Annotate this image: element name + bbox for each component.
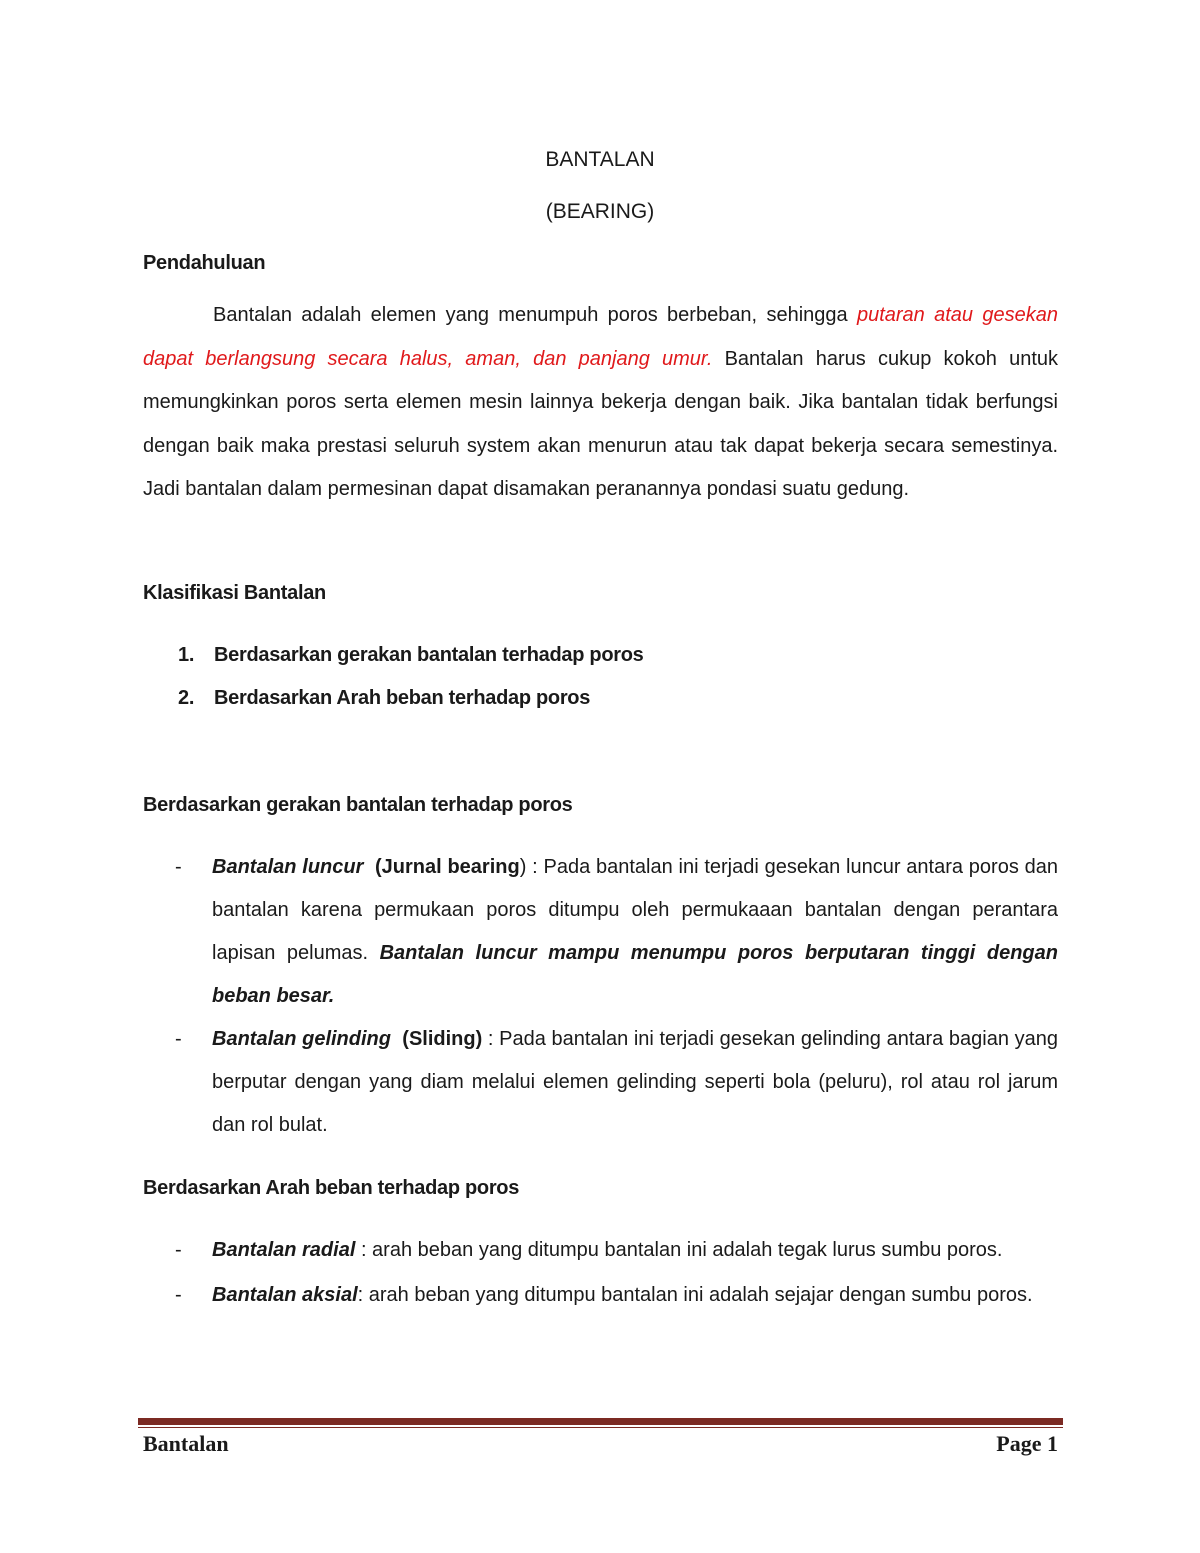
list-label: Berdasarkan gerakan bantalan terhadap poros xyxy=(214,644,644,666)
list-number: 1. xyxy=(178,644,195,666)
term-jurnal-bearing: (Jurnal bearing xyxy=(374,856,520,878)
desc-bantalan-aksial: : arah beban yang ditumpu bantalan ini adalah sejajar dengan sumbu poros. xyxy=(357,1284,1033,1306)
paragraph-pendahuluan xyxy=(143,294,1058,512)
heading-gerakan: Berdasarkan gerakan bantalan terhadap poros xyxy=(143,794,573,816)
document-subtitle: (BEARING) xyxy=(545,200,655,223)
desc-bantalan-luncur: : Pada bantalan ini terjadi gesekan luncur antara poros dan bantalan karena permukaan poros ditumpu oleh permukaaan bantalan dengan perantara lapisan pelumas. xyxy=(212,856,1058,964)
page-number: Page 1 xyxy=(996,1431,1058,1456)
bullet-bantalan-aksial xyxy=(175,1274,1058,1317)
bullet-bantalan-gelinding xyxy=(175,1018,1058,1147)
emphasis-bantalan-luncur: Bantalan luncur mampu menumpu poros berputaran tinggi dengan beban besar. xyxy=(212,942,1058,1007)
pendahuluan-text-before: Bantalan adalah elemen yang menumpuh poros berbeban, sehingga xyxy=(213,304,857,326)
bullet-bantalan-radial xyxy=(175,1229,1058,1272)
bullet-text xyxy=(212,1274,1058,1317)
klasifikasi-item-1 xyxy=(178,644,643,667)
term-bantalan-radial: Bantalan radial xyxy=(212,1239,356,1261)
desc-bantalan-radial: : arah beban yang ditumpu bantalan ini adalah tegak lurus sumbu poros. xyxy=(355,1239,1003,1261)
list-number: 2. xyxy=(178,687,195,709)
heading-arah-beban: Berdasarkan Arah beban terhadap poros xyxy=(143,1177,520,1199)
bullet-dash: - xyxy=(175,856,182,878)
footer-rule-thin xyxy=(138,1427,1063,1428)
term-close-paren: ) xyxy=(519,856,527,878)
bullet-dash: - xyxy=(175,1284,182,1306)
pendahuluan-highlight: putaran atau gesekan dapat berlangsung secara halus, aman, dan panjang umur. xyxy=(143,304,1058,370)
footer-title: Bantalan xyxy=(143,1431,229,1456)
heading-pendahuluan: Pendahuluan xyxy=(143,252,266,274)
heading-klasifikasi: Klasifikasi Bantalan xyxy=(143,582,326,604)
term-bantalan-luncur: Bantalan luncur xyxy=(212,856,364,878)
term-bantalan-gelinding: Bantalan gelinding xyxy=(212,1028,391,1050)
term-sliding: (Sliding) xyxy=(402,1028,483,1050)
bullet-dash: - xyxy=(175,1028,182,1050)
klasifikasi-item-2 xyxy=(178,687,590,710)
document-title: BANTALAN xyxy=(545,148,655,171)
pendahuluan-text-after: Bantalan harus cukup kokoh untuk memungkinkan poros serta elemen mesin lainnya bekerja dengan baik. Jika bantalan tidak berfungsi dengan baik maka prestasi seluruh system akan menurun atau tak dapat bekerja secara semestinya. Jadi bantalan dalam permesinan dapat disamakan peranannya pondasi suatu gedung. xyxy=(143,347,1058,500)
term-bantalan-aksial: Bantalan aksial xyxy=(212,1284,358,1306)
list-label: Berdasarkan Arah beban terhadap poros xyxy=(214,687,591,709)
bullet-dash: - xyxy=(175,1239,182,1261)
bullet-text xyxy=(212,1229,1058,1272)
desc-bantalan-gelinding: : Pada bantalan ini terjadi gesekan gelinding antara bagian yang berputar dengan yang diam melalui elemen gelinding seperti bola (peluru), rol atau rol jarum dan rol bulat. xyxy=(212,1028,1058,1136)
bullet-bantalan-luncur xyxy=(175,846,1058,1018)
footer-rule xyxy=(138,1418,1063,1425)
bullet-text xyxy=(212,1018,1058,1147)
bullet-text xyxy=(212,846,1058,1018)
